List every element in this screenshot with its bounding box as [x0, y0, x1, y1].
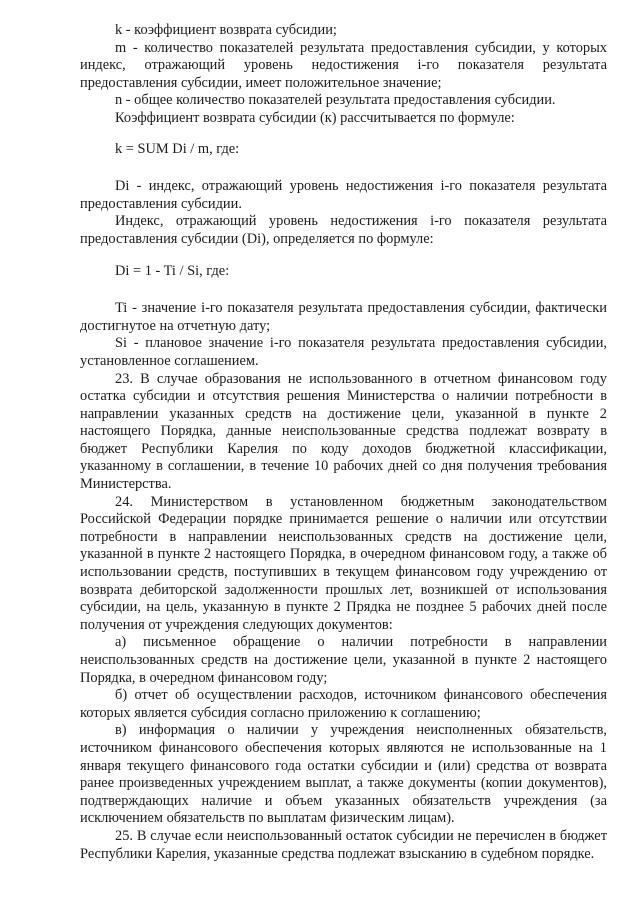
formula-k: k = SUM Di / m, где: [115, 140, 240, 157]
definition-ti: Ti - значение i-го показателя результата предоставления субсидии, фактически достигнутое на отчетную дату; [80, 300, 607, 334]
document-body [80, 22, 607, 863]
clause-24-item-b: б) отчет об осуществлении расходов, источником финансового обеспечения которых является субсидия согласно приложению к соглашению; [80, 687, 607, 721]
clause-25: 25. В случае если неиспользованный остаток субсидии не перечислен в бюджет Республики Карелия, указанные средства подлежат взысканию в судебном порядке. [80, 827, 607, 862]
clause-24: 24. Министерством в установленном бюджетным законодательством Российской Федерации порядке принимается решение о наличии или отсутствии потребности в направлении неиспользованных средств на достижение цели, указанной в пункте 2 настоящего Порядка, в очередном финансовом году, а также об использовании средств, поступивших в текущем финансовом году учреждению от возврата дебиторской задолженности прошлых лет, возникшей от использования субсидии, на цель, указанную в пункте 2 Прядка не позднее 5 рабочих дней после получения от учреждения следующих документов: [80, 493, 607, 633]
formula-di: Di = 1 - Ti / Si, где: [115, 262, 230, 279]
clause-24-item-v: в) информация о наличии у учреждения неисполненных обязательств, источником финансового обеспечения которых являются не использованные на 1 января текущего финансового года остатки субсидии и (или) средства от возврата ранее произведенных учреждением выплат, а также документы (копии документов), подтверждающих наличие и объем указанных обязательств учреждения (за исключением обязательств по выплатам физическим лицам). [80, 722, 607, 827]
definition-m: m - количество показателей результата предоставления субсидии, у которых индекс, отражающий уровень недостижения i-го показателя результата предоставления субсидии, имеет положительное значение; [80, 39, 607, 91]
formula-intro: Коэффициент возврата субсидии (к) рассчитывается по формуле: [115, 109, 515, 126]
definition-k: k - коэффициент возврата субсидии; [115, 22, 337, 38]
index-formula-intro: Индекс, отражающий уровень недостижения i-го показателя результата предоставления субсидии (Di), определяется по формуле: [80, 213, 607, 247]
definition-di: Di - индекс, отражающий уровень недостижения i-го показателя результата предоставления субсидии. [80, 178, 607, 212]
definition-si: Si - плановое значение i-го показателя результата предоставления субсидии, установленное соглашением. [80, 335, 607, 369]
clause-23: 23. В случае образования не использованного в отчетном финансовом году остатка субсидии и отсутствия решения Министерства о наличии потребности в направлении указанных средств на достижение цели, указанной в пункте 2 настоящего Порядка, данные неиспользованные средства подлежат возврату в бюджет Республики Карелия по коду доходов бюджетной классификации, указанному в соглашении, в течение 10 рабочих дней со дня получения требования Министерства. [80, 370, 607, 493]
definition-n: n - общее количество показателей результата предоставления субсидии. [115, 92, 556, 109]
clause-24-item-a: а) письменное обращение о наличии потребности в направлении неиспользованных средств на достижение цели, указанной в пункте 2 настоящего Порядка, в очередном финансовом году; [80, 634, 607, 686]
